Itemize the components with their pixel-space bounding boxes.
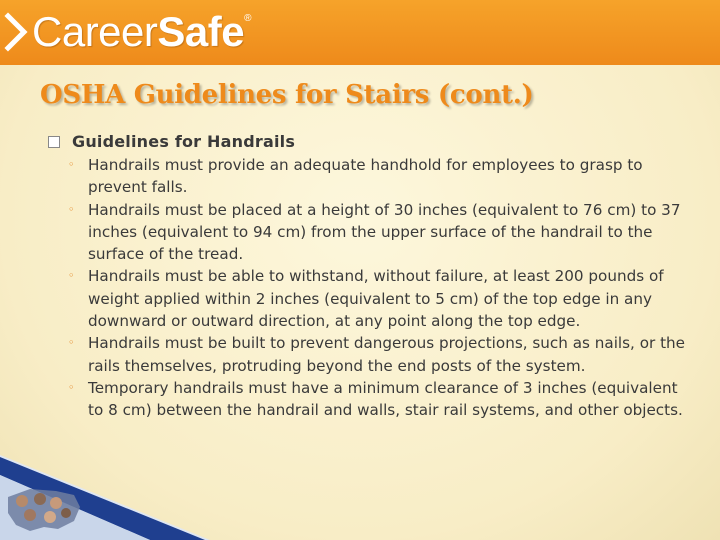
- list-item: ◦ Temporary handrails must have a minimum clearance of 3 inches (equivalent to 8 cm) between the handrail and walls, stair rail systems, and other objects.: [68, 378, 683, 420]
- square-bullet-icon: [48, 136, 60, 148]
- circle-bullet-icon: ◦: [68, 269, 75, 283]
- logo-text: [32, 6, 244, 58]
- circle-bullet-icon: ◦: [68, 336, 75, 350]
- bullet-list: [48, 154, 688, 422]
- careersafe-logo: [0, 6, 251, 58]
- logo-career: Career: [32, 8, 158, 55]
- logo-safe: Safe: [157, 8, 245, 55]
- circle-bullet-icon: ◦: [68, 202, 75, 216]
- section-heading-row: [48, 132, 688, 151]
- slide-title: OSHA Guidelines for Stairs (cont.): [40, 80, 534, 110]
- list-item: ◦ Handrails must be built to prevent dangerous projections, such as nails, or the rails themselves, protruding beyond the end posts of the system.: [68, 334, 686, 375]
- chevron-right-icon: [0, 10, 32, 54]
- circle-bullet-icon: ◦: [68, 380, 75, 394]
- registered-mark: ®: [244, 12, 252, 24]
- footer-decoration: [0, 455, 720, 540]
- slide-content: [48, 132, 688, 422]
- header-bar: [0, 0, 720, 65]
- list-item: ◦ Handrails must be placed at a height of 30 inches (equivalent to 76 cm) to 37 inches (equivalent to 94 cm) from the upper surface of the handrail to the surface of the tread.: [68, 200, 681, 264]
- circle-bullet-icon: ◦: [68, 158, 75, 171]
- list-item: ◦ Handrails must provide an adequate handhold for employees to grasp to prevent falls.: [68, 156, 643, 197]
- list-item: ◦ Handrails must be able to withstand, without failure, at least 200 pounds of weight applied within 2 inches (equivalent to 5 cm) of the top edge in any downward or outward direction, at any point along the top edge.: [68, 267, 664, 331]
- section-heading: Guidelines for Handrails: [72, 132, 296, 151]
